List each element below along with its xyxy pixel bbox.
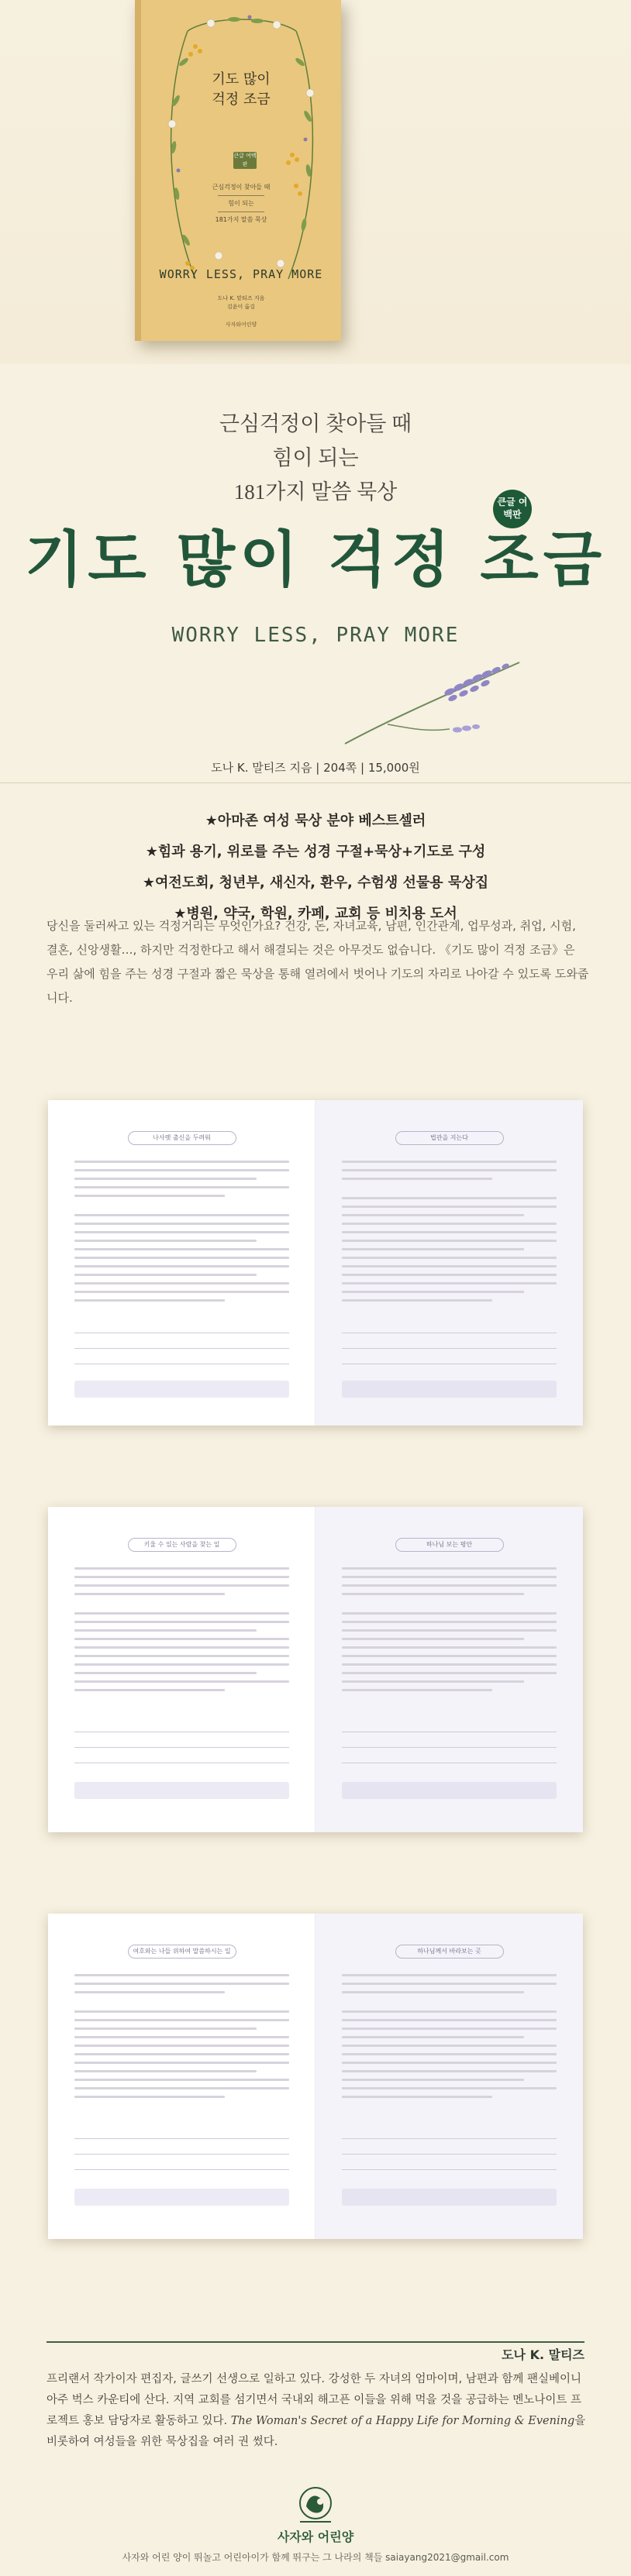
book-cover: [135, 0, 341, 341]
tagline-line3: 181가지 말씀 묵상: [233, 480, 398, 504]
body-text: [342, 1974, 557, 2098]
cover-badge: 큰글 여백판: [233, 153, 257, 167]
body-text: [342, 1161, 557, 1302]
intro-paragraph: 당신을 둘러싸고 있는 걱정거리는 무엇인가요? 건강, 돈, 자녀교육, 남편, 인간관계, 업무성과, 취업, 시험, 결혼, 신앙생활…, 하지만 걱정한다고 해서 해결되는 것은 아무것도 없습니다. 《기도 많이 걱정 조금》은 우리 삶에 힘을 주는 성경 구절과 짧은 묵상을 통해 열려에서 벗어나 기도의 자리로 나아갈 수 있도록 도와줍니다.: [47, 919, 589, 1005]
page-heading: 나사렛 출신을 두려워: [128, 1131, 236, 1145]
cover-author: [141, 294, 341, 311]
page-title: 기도 많이 걱정 조금: [24, 525, 607, 595]
writing-line: [342, 1348, 557, 1349]
body-text: [74, 1974, 289, 2098]
writing-line: [74, 2138, 289, 2139]
preview-page-left: [48, 1507, 316, 1832]
lavender-illustration: [341, 655, 527, 748]
prayer-box: [342, 1381, 557, 1398]
cover-author-line1: 도나 K. 맡티즈 지음: [217, 295, 265, 301]
publisher-logo: [0, 2483, 631, 2530]
preview-page-left: [48, 1914, 316, 2239]
cover-publisher: 사자와어린양: [225, 322, 257, 328]
preview-page-right: [316, 1100, 583, 1426]
author-name: 도나 K. 말티즈: [502, 2347, 584, 2362]
cover-title-line1: 기도 많이: [212, 71, 271, 88]
prayer-box: [74, 1782, 289, 1799]
lion-lamb-icon: [292, 2483, 339, 2526]
feature-item: ★여전도회, 청년부, 새신자, 환우, 수험생 선물용 묵상집: [142, 875, 489, 891]
hero-section: [0, 0, 631, 364]
cover-sub-line3: 181가지 말씀 묵상: [215, 216, 267, 223]
book-meta: 도나 K. 말티즈 지음 | 204쪽 | 15,000원: [211, 761, 420, 775]
author-bio-text: 프리랜서 작가이자 편집자, 글쓰기 선생으로 일하고 있다. 강성한 두 자녀의 엄마이며, 남편과 함께 팬실베이니아주 벅스 카운티에 산다. 지역 교회를 섬기면서 국내외 해고픈 이들을 위해 먹을 것을 공급하는 멘노나이트 프로젝트 홍보 담당자로 활동하고 있다.: [47, 2373, 582, 2427]
large-print-badge-label: 큰글 여백판: [497, 497, 528, 520]
prayer-box: [74, 1381, 289, 1398]
page-heading: 하나님 보는 평안: [395, 1538, 504, 1552]
cover-sub-line2: 힘이 되는: [228, 200, 254, 207]
tagline-line2: 힘이 되는: [272, 446, 359, 469]
preview-spread-2: [48, 1507, 583, 1832]
cover-subtitle: [141, 183, 341, 225]
body-text: [74, 1161, 289, 1302]
page-heading: 여호와는 나들 위하여 말씀하시는 일: [128, 1945, 236, 1959]
writing-line: [74, 1348, 289, 1349]
page-heading: 하나님께서 바라보는 곳: [395, 1945, 504, 1959]
preview-page-right: [316, 1507, 583, 1832]
cover-author-line2: 김윤이 옮김: [226, 304, 256, 310]
prayer-box: [74, 2189, 289, 2206]
cover-sub-rule: [218, 195, 264, 196]
writing-line: [74, 1747, 289, 1748]
prayer-box: [342, 1782, 557, 1799]
cover-title: [141, 70, 341, 110]
tagline-line1: 근심걱정이 찾아들 때: [219, 412, 412, 435]
feature-item: ★힘과 용기, 위로를 주는 성경 구절+묵상+기도로 구성: [145, 844, 486, 860]
cover-sub-line1: 근심걱정이 찾아들 때: [212, 184, 271, 191]
prayer-box: [342, 2189, 557, 2206]
feature-item: ★아마존 여성 묵상 분야 베스트셀러: [205, 813, 426, 829]
publisher-name: 사자와 어린양: [277, 2530, 354, 2544]
author-divider: [47, 2341, 584, 2343]
writing-line: [342, 2138, 557, 2139]
body-text: [342, 1567, 557, 1691]
english-title: WORRY LESS, PRAY MORE: [171, 624, 460, 647]
tagline: [0, 407, 631, 509]
cover-title-line2: 걱정 조금: [212, 91, 271, 108]
author-bio: [47, 2369, 589, 2453]
preview-spread-3: [48, 1914, 583, 2239]
author-bio-text: 을 비롯하여 여성들을 위한 묵상집을 여러 권 썼다.: [47, 2415, 586, 2448]
page-heading: 키울 수 있는 사람을 찾는 일: [128, 1538, 236, 1552]
preview-page-right: [316, 1914, 583, 2239]
publisher-slogan: 사자와 어린 양이 뛰놀고 어린아이가 함께 뛰구는 그 나라의 책들 saiayang2021@gmail.com: [122, 2552, 509, 2563]
writing-line: [74, 2154, 289, 2155]
section-divider: [0, 782, 631, 783]
feature-item: ★병원, 약국, 학원, 카페, 교회 등 비치용 도서: [174, 906, 457, 922]
writing-line: [74, 2169, 289, 2170]
preview-spread-1: [48, 1100, 583, 1426]
author-book-title: The Woman's Secret of a Happy Life for Morning & Evening: [230, 2415, 575, 2427]
writing-line: [342, 2169, 557, 2170]
cover-english-title: WORRY LESS, PRAY MORE: [159, 267, 323, 281]
preview-page-left: [48, 1100, 316, 1426]
body-text: [74, 1567, 289, 1691]
feature-list: [0, 806, 631, 930]
writing-line: [342, 2154, 557, 2155]
writing-line: [342, 1747, 557, 1748]
wreath-illustration: [141, 0, 341, 341]
page-heading: 법관을 지는다: [395, 1131, 504, 1145]
